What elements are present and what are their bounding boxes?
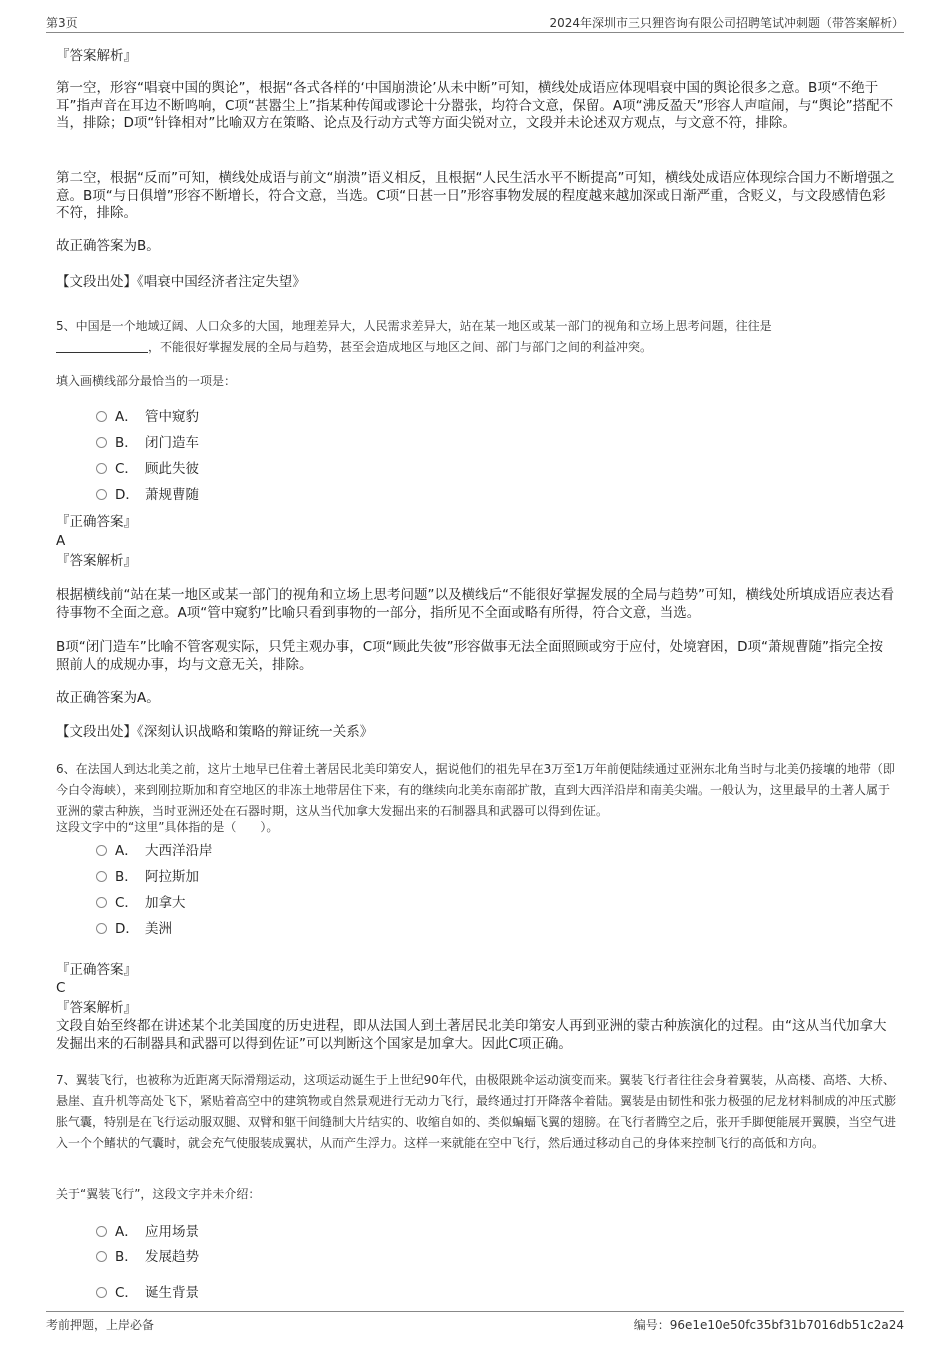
document-id: 编号：96e1e10e50fc35bf31b7016db51c2a24	[633, 1318, 904, 1332]
q5-option-a[interactable]: A． 管中窥豹	[96, 408, 199, 426]
radio-icon[interactable]	[96, 411, 107, 422]
q5-source: 【文段出处】《深刻认识战略和策略的辩证统一关系》	[56, 724, 374, 740]
radio-icon[interactable]	[96, 437, 107, 448]
q5-stem-line2: ，不能很好掌握发展的全局与趋势，甚至会造成地区与地区之间、部门与部门之间的利益冲突。	[148, 340, 653, 354]
q5-option-b[interactable]: B． 闭门造车	[96, 434, 199, 452]
radio-icon[interactable]	[96, 1287, 107, 1298]
q5-conclusion: 故正确答案为A。	[56, 690, 160, 706]
q6-answer: C	[56, 980, 66, 996]
q5-option-d[interactable]: D． 萧规曹随	[96, 486, 199, 504]
q6-answer-label: 『正确答案』	[56, 962, 137, 978]
footer-slogan: 考前押题，上岸必备	[46, 1318, 155, 1332]
q6-question: 这段文字中的“这里”具体指的是（ ）。	[56, 820, 279, 834]
q5-answer: A	[56, 533, 66, 549]
radio-icon[interactable]	[96, 463, 107, 474]
q7-option-a[interactable]: A． 应用场景	[96, 1223, 199, 1241]
radio-icon[interactable]	[96, 1226, 107, 1237]
page-number: 第3页	[46, 16, 78, 30]
q4-conclusion: 故正确答案为B。	[56, 238, 160, 254]
radio-icon[interactable]	[96, 897, 107, 908]
q6-option-d[interactable]: D． 美洲	[96, 920, 172, 938]
page-header	[46, 12, 904, 33]
page-footer	[46, 1311, 904, 1332]
q6-option-c[interactable]: C． 加拿大	[96, 894, 186, 912]
q5-stem-line1: 5、中国是一个地域辽阔、人口众多的大国，地理差异大，人民需求差异大，站在某一地区或某一部门的视角和立场上思考问题，往往是	[56, 319, 772, 333]
radio-icon[interactable]	[96, 489, 107, 500]
q6-analysis-label: 『答案解析』	[56, 1000, 137, 1016]
radio-icon[interactable]	[96, 1251, 107, 1262]
radio-icon[interactable]	[96, 845, 107, 856]
q7-option-b[interactable]: B． 发展趋势	[96, 1248, 199, 1266]
q4-analysis-label: 『答案解析』	[56, 48, 137, 64]
q6-option-b[interactable]: B． 阿拉斯加	[96, 868, 199, 886]
q4-analysis-para2: 第二空，根据“反而”可知，横线处成语与前文“崩溃”语义相反，且根据“人民生活水平不断提高”可知，横线处成语应体现综合国力不断增强之意。B项“与日俱增”形容不断增长，符合文意，当选。C项“日甚一日”形容事物发展的程度越来越加深或日渐严重，含贬义，与文段感情色彩不符，排除。	[56, 170, 895, 221]
q5-prompt: 填入画横线部分最恰当的一项是：	[56, 374, 237, 388]
document-title: 2024年深圳市三只狸咨询有限公司招聘笔试冲刺题（带答案解析）	[549, 16, 904, 30]
q6-option-a[interactable]: A． 大西洋沿岸	[96, 842, 213, 860]
q7-stem: 7、翼装飞行，也被称为近距离天际滑翔运动，这项运动诞生于上世纪90年代，由极限跳伞运动演变而来。翼装飞行者往往会身着翼装，从高楼、高塔、大桥、悬崖、直升机等高处飞下，紧贴着高空中的建筑物或自然景观进行无动力飞行，最终通过打开降落伞着陆。翼装是由韧性和张力极强的尼龙材料制成的冲压式膨胀气囊，特别是在飞行运动服双腿、双臂和躯干间缝制大片结实的、收缩自如的、类似蝙蝠飞翼的翅膀。在飞行者腾空之后，张开手脚便能展开翼膜，当空气进入一个个鳍状的气囊时，就会充气使服装成翼状，从而产生浮力。这样一来就能在空中飞行，然后通过移动自己的身体来控制飞行的高低和方向。	[56, 1073, 897, 1150]
q4-source: 【文段出处】《唱衰中国经济者注定失望》	[56, 274, 306, 290]
q5-analysis-label: 『答案解析』	[56, 553, 137, 569]
q5-analysis-para2: B项“闭门造车”比喻不管客观实际，只凭主观办事，C项“顾此失彼”形容做事无法全面照顾或穷于应付，处境窘困，D项“萧规曹随”指完全按照前人的成规办事，均与文意无关，排除。	[56, 639, 884, 673]
q7-prompt: 关于“翼装飞行”，这段文字并未介绍：	[56, 1187, 261, 1201]
q7-option-c[interactable]: C． 诞生背景	[96, 1284, 199, 1302]
radio-icon[interactable]	[96, 871, 107, 882]
q5-stem	[56, 316, 896, 358]
q5-analysis-para1: 根据横线前“站在某一地区或某一部门的视角和立场上思考问题”以及横线后“不能很好掌握发展的全局与趋势”可知，横线处所填成语应表达看待事物不全面之意。A项“管中窥豹”比喻只看到事物的一部分，指所见不全面或略有所得，符合文意，当选。	[56, 587, 894, 621]
q5-answer-label: 『正确答案』	[56, 514, 137, 530]
q6-analysis: 文段自始至终都在讲述某个北美国度的历史进程，即从法国人到土著居民北美印第安人再到亚洲的蒙古种族演化的过程。由“这从当代加拿大发掘出来的石制器具和武器可以得到佐证”可以判断这个国家是加拿大。因此C项正确。	[56, 1018, 887, 1052]
q5-blank	[56, 340, 148, 353]
q4-analysis-para1: 第一空，形容“唱衰中国的舆论”，根据“各式各样的‘中国崩溃论’从未中断”可知，横线处成语应体现唱衰中国的舆论很多之意。B项“不绝于耳”指声音在耳边不断鸣响，C项“甚嚣尘上”指某种传闻或谬论十分嚣张，均符合文意，保留。A项“沸反盈天”形容人声喧闹，与“舆论”搭配不当，排除；D项“针锋相对”比喻双方在策略、论点及行动方式等方面尖锐对立，文段并未论述双方观点，与文意不符，排除。	[56, 80, 894, 131]
q6-stem: 6、在法国人到达北美之前，这片土地早已住着土著居民北美印第安人，据说他们的祖先早在3万至1万年前便陆续通过亚洲东北角当时与北美仍接壤的地带（即今白令海峡），来到刚拉斯加和育空地区的非冻土地带居住下来，有的继续向北美东南部扩散，直到大西洋沿岸和南美尖端。一般认为，这里最早的土著人属于亚洲的蒙古种族，当时亚洲还处在石器时期，这从当代加拿大发掘出来的石制器具和武器可以得到佐证。	[56, 762, 895, 818]
q5-option-c[interactable]: C． 顾此失彼	[96, 460, 199, 478]
radio-icon[interactable]	[96, 923, 107, 934]
